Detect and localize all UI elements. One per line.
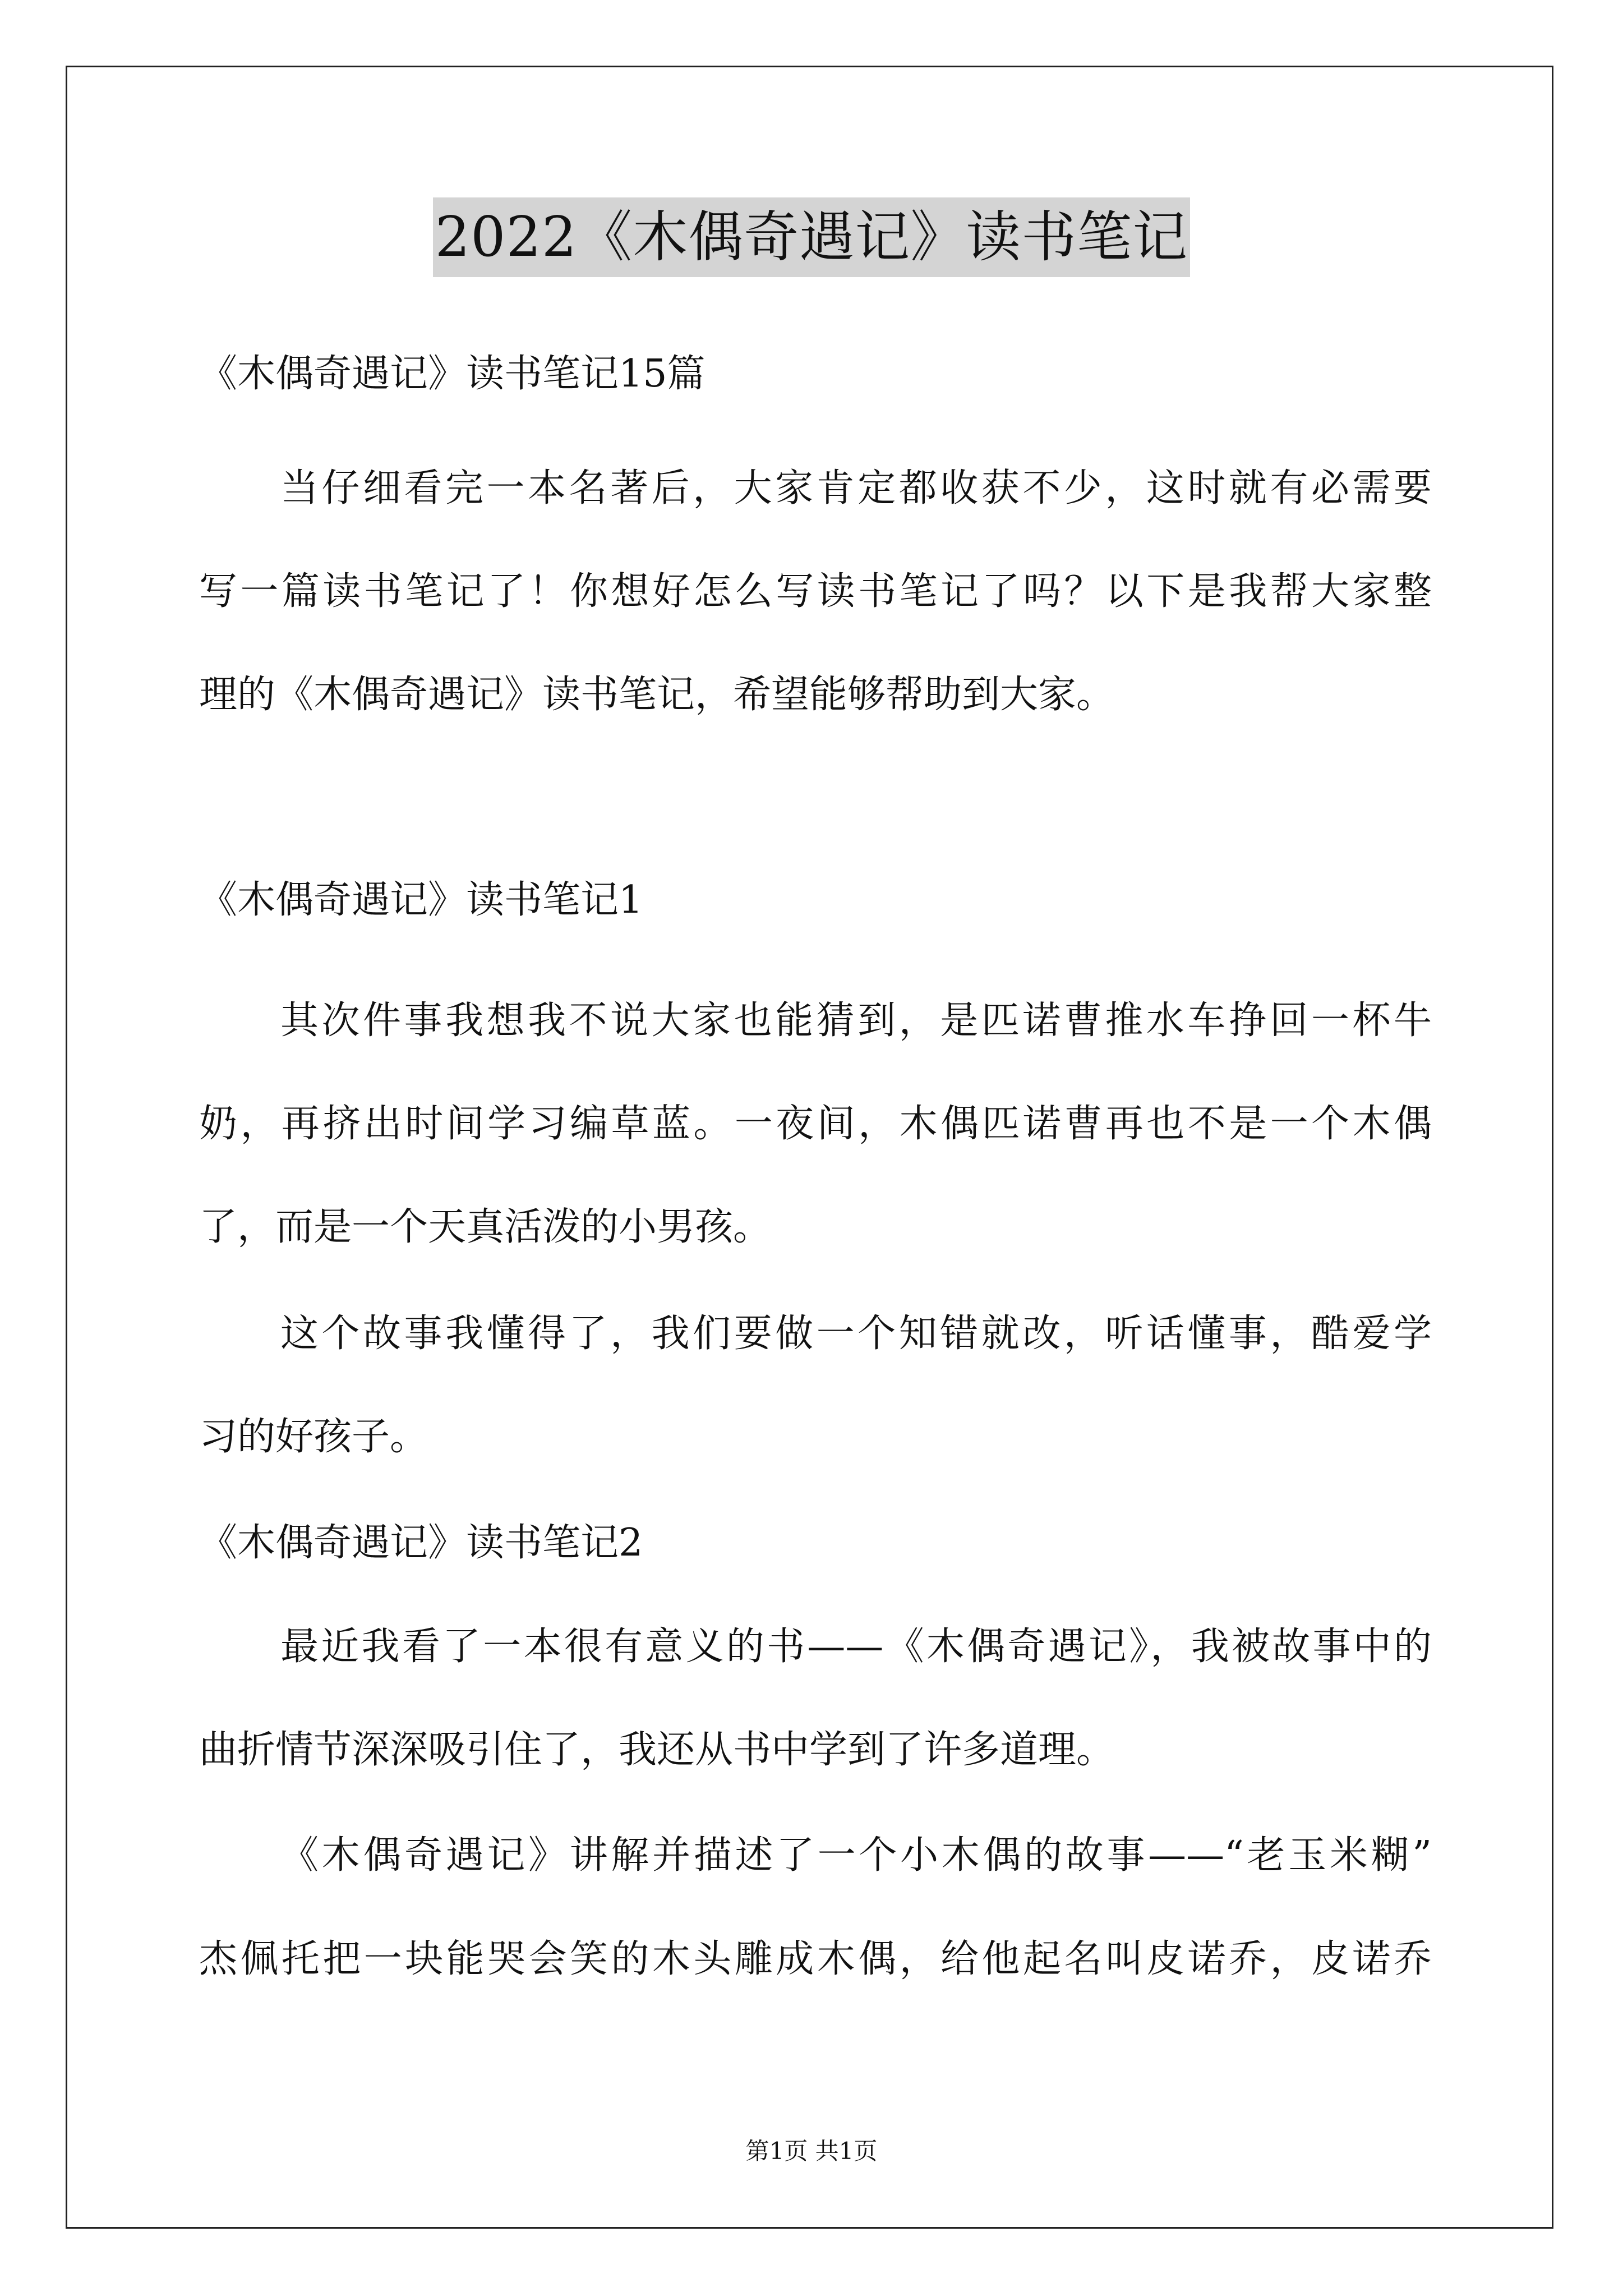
section1-para1-line-2: 奶，再挤出时间学习编草蓝。一夜间，木偶匹诺曹再也不是一个木偶: [199, 1102, 1432, 1146]
intro-line-2: 写一篇读书笔记了！你想好怎么写读书笔记了吗？以下是我帮大家整: [199, 569, 1432, 614]
section2-para1-line-2: 曲折情节深深吸引住了，我还从书中学到了许多道理。: [199, 1728, 1115, 1772]
section1-para2-line-1: 这个故事我懂得了，我们要做一个知错就改，听话懂事，酷爱学: [280, 1312, 1432, 1356]
section2-para1-line-1: 最近我看了一本很有意义的书——《木偶奇遇记》，我被故事中的: [280, 1625, 1432, 1669]
document-subtitle: 《木偶奇遇记》读书笔记15篇: [199, 352, 706, 396]
page-footer: 第1页 共1页: [745, 2137, 878, 2165]
section1-para1-line-1: 其次件事我想我不说大家也能猜到，是匹诺曹推水车挣回一杯牛: [280, 999, 1432, 1043]
section1-para1-line-3: 了，而是一个天真活泼的小男孩。: [199, 1205, 772, 1249]
section1-para2-line-2: 习的好孩子。: [199, 1415, 428, 1459]
section2-para2-line-2: 杰佩托把一块能哭会笑的木头雕成木偶，给他起名叫皮诺乔，皮诺乔: [199, 1937, 1432, 1981]
title-container: [0, 197, 1623, 277]
intro-line-1: 当仔细看完一本名著后，大家肯定都收获不少，这时就有必需要: [280, 466, 1432, 510]
intro-line-3: 理的《木偶奇遇记》读书笔记，希望能够帮助到大家。: [199, 673, 1115, 717]
document-title: 2022《木偶奇遇记》读书笔记: [433, 197, 1190, 277]
section2-para2-line-1: 《木偶奇遇记》讲解并描述了一个小木偶的故事——“老玉米糊”: [280, 1833, 1432, 1878]
section-heading-1: 《木偶奇遇记》读书笔记1: [199, 878, 643, 922]
section-heading-2: 《木偶奇遇记》读书笔记2: [199, 1521, 643, 1565]
